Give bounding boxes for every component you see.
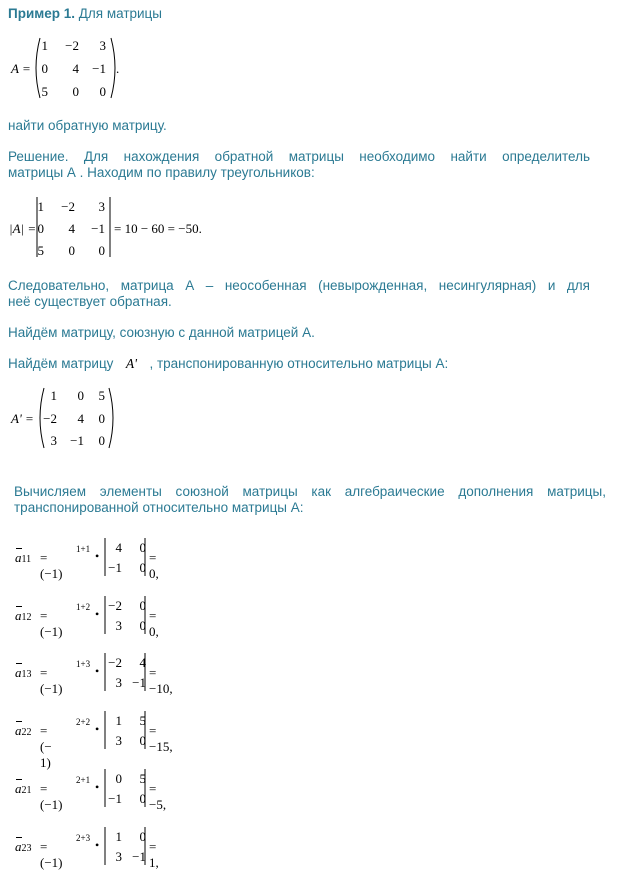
cofactor-cell: −1 [132, 675, 146, 690]
bullet-icon: • [95, 838, 100, 852]
matrix-cell: 0 [77, 388, 84, 403]
cofactor-index: 22 [21, 727, 32, 738]
bullet-icon: • [95, 780, 100, 794]
matrix-cell: 1 [50, 388, 57, 403]
cofactor-cell: 0 [139, 540, 146, 555]
cofactor-sign: = (−1) [40, 665, 63, 696]
cofactor-cell: 3 [115, 675, 122, 690]
cofactor-letter: a [15, 839, 22, 854]
cofactor-cell: 0 [139, 560, 146, 575]
cofactor-cell: 3 [115, 733, 122, 748]
cofactor-index: 12 [21, 612, 32, 623]
cofactor-result: = 0, [149, 550, 159, 581]
cofactor-letter: a [15, 608, 22, 623]
transposed-intro-start: Найдём матрицу [8, 356, 114, 371]
cofactor-cell: −1 [132, 849, 146, 864]
cofactor-power: 2+1 [76, 775, 91, 785]
cofactor-index: 21 [21, 785, 32, 796]
cofactor-index: 13 [21, 669, 32, 680]
cofactor-cell: 0 [139, 598, 146, 613]
cofactor-sign: = (−1) [40, 839, 63, 870]
example-text: Для матрицы [75, 6, 162, 21]
cofactor-cell: 4 [139, 655, 146, 670]
cofactor-power: 2+3 [76, 833, 91, 843]
cofactor-result: = −15, [149, 723, 173, 754]
det-cell: −2 [61, 199, 75, 214]
cofactor-cell: −2 [108, 598, 122, 613]
matrix-cell: 4 [72, 61, 79, 76]
example-label: Пример 1. [8, 6, 75, 21]
nonsingular-line-2: неё существует обратная. [8, 294, 172, 309]
det-cell: 0 [37, 221, 44, 236]
nonsingular-line-1: Следовательно, матрица А – неособенная (невырожденная, несингулярная) и для [8, 278, 590, 293]
solution-line-2: матрицы А . Находим по правилу треугольников: [8, 165, 315, 180]
matrix-a-lhs: A = [11, 61, 31, 76]
determinant-result: = 10 − 60 = −50. [114, 221, 202, 236]
solution-line-1: Решение. Для нахождения обратной матрицы необходимо найти определитель [8, 149, 590, 164]
cofactor-sign: = (− 1) [40, 723, 52, 770]
cofactor-index: 23 [21, 843, 32, 854]
cofactor-sign: = (−1) [40, 781, 63, 812]
cofactor-cell: −1 [108, 560, 122, 575]
matrix-cell: 3 [50, 433, 57, 448]
matrix-cell: 0 [41, 61, 48, 76]
cofactor-cell: 1 [115, 829, 122, 844]
transposed-intro-end: , транспонированную относительно матрицы А: [149, 356, 449, 371]
cofactor-cell: 5 [139, 713, 146, 728]
find-inverse-text: найти обратную матрицу. [8, 118, 167, 133]
cofactor-letter: a [15, 665, 22, 680]
cofactor-cell: 0 [139, 791, 146, 806]
matrix-cell: 0 [98, 433, 105, 448]
cofactor-result: = 1, [149, 839, 159, 870]
cofactor-sign: = (−1) [40, 550, 63, 581]
cofactor-line-2: транспонированной относительно матрицы А: [14, 500, 304, 515]
bullet-icon: • [95, 549, 100, 563]
transposed-symbol: A' [125, 356, 137, 371]
cofactor-cell: 0 [139, 733, 146, 748]
cofactor-cell: 0 [139, 618, 146, 633]
cofactor-power: 1+3 [76, 659, 91, 669]
matrix-cell: −2 [43, 411, 57, 426]
matrix-cell: −1 [70, 433, 84, 448]
det-cell: 5 [37, 243, 44, 258]
matrix-cell: 5 [41, 84, 48, 99]
cofactor-power: 1+2 [76, 602, 91, 612]
det-cell: −1 [91, 221, 105, 236]
cofactor-letter: a [15, 550, 22, 565]
matrix-cell: 1 [41, 38, 48, 53]
cofactor-power: 2+2 [76, 717, 91, 727]
matrix-cell: −1 [92, 61, 106, 76]
matrix-cell: 0 [98, 411, 105, 426]
cofactor-letter: a [15, 781, 22, 796]
det-cell: 0 [98, 243, 105, 258]
matrix-cell: 0 [99, 84, 106, 99]
cofactor-cell: 1 [115, 713, 122, 728]
cofactor-cell: −1 [108, 791, 122, 806]
cofactor-result: = −5, [149, 781, 167, 812]
matrix-cell: 0 [72, 84, 79, 99]
bullet-icon: • [95, 607, 100, 621]
cofactor-cell: 3 [115, 849, 122, 864]
cofactor-power: 1+1 [76, 544, 91, 554]
det-cell: 1 [37, 199, 44, 214]
determinant-lhs: |A| = [9, 221, 37, 236]
cofactor-cell: 3 [115, 618, 122, 633]
cofactor-letter: a [15, 723, 22, 738]
bullet-icon: • [95, 722, 100, 736]
cofactor-cell: 4 [115, 540, 122, 555]
adjoint-intro: Найдём матрицу, союзную с данной матрицей А. [8, 325, 315, 340]
matrix-cell: 4 [77, 411, 84, 426]
cofactor-line-1: Вычисляем элементы союзной матрицы как алгебраические дополнения матрицы, [14, 484, 606, 499]
matrix-a-period: . [116, 61, 120, 76]
cofactor-result: = −10, [149, 665, 173, 696]
cofactor-sign: = (−1) [40, 608, 63, 639]
matrix-cell: 5 [98, 388, 105, 403]
cofactor-cell: 0 [115, 771, 122, 786]
matrix-cell: −2 [65, 38, 79, 53]
cofactor-cell: 0 [139, 829, 146, 844]
transposed-lhs: A' = [11, 411, 34, 426]
cofactor-cell: −2 [108, 655, 122, 670]
matrix-cell: 3 [99, 38, 106, 53]
det-cell: 0 [68, 243, 75, 258]
bullet-icon: • [95, 664, 100, 678]
det-cell: 3 [98, 199, 105, 214]
cofactor-index: 11 [21, 554, 32, 565]
det-cell: 4 [68, 221, 75, 236]
cofactor-result: = 0, [149, 608, 159, 639]
cofactor-cell: 5 [139, 771, 146, 786]
